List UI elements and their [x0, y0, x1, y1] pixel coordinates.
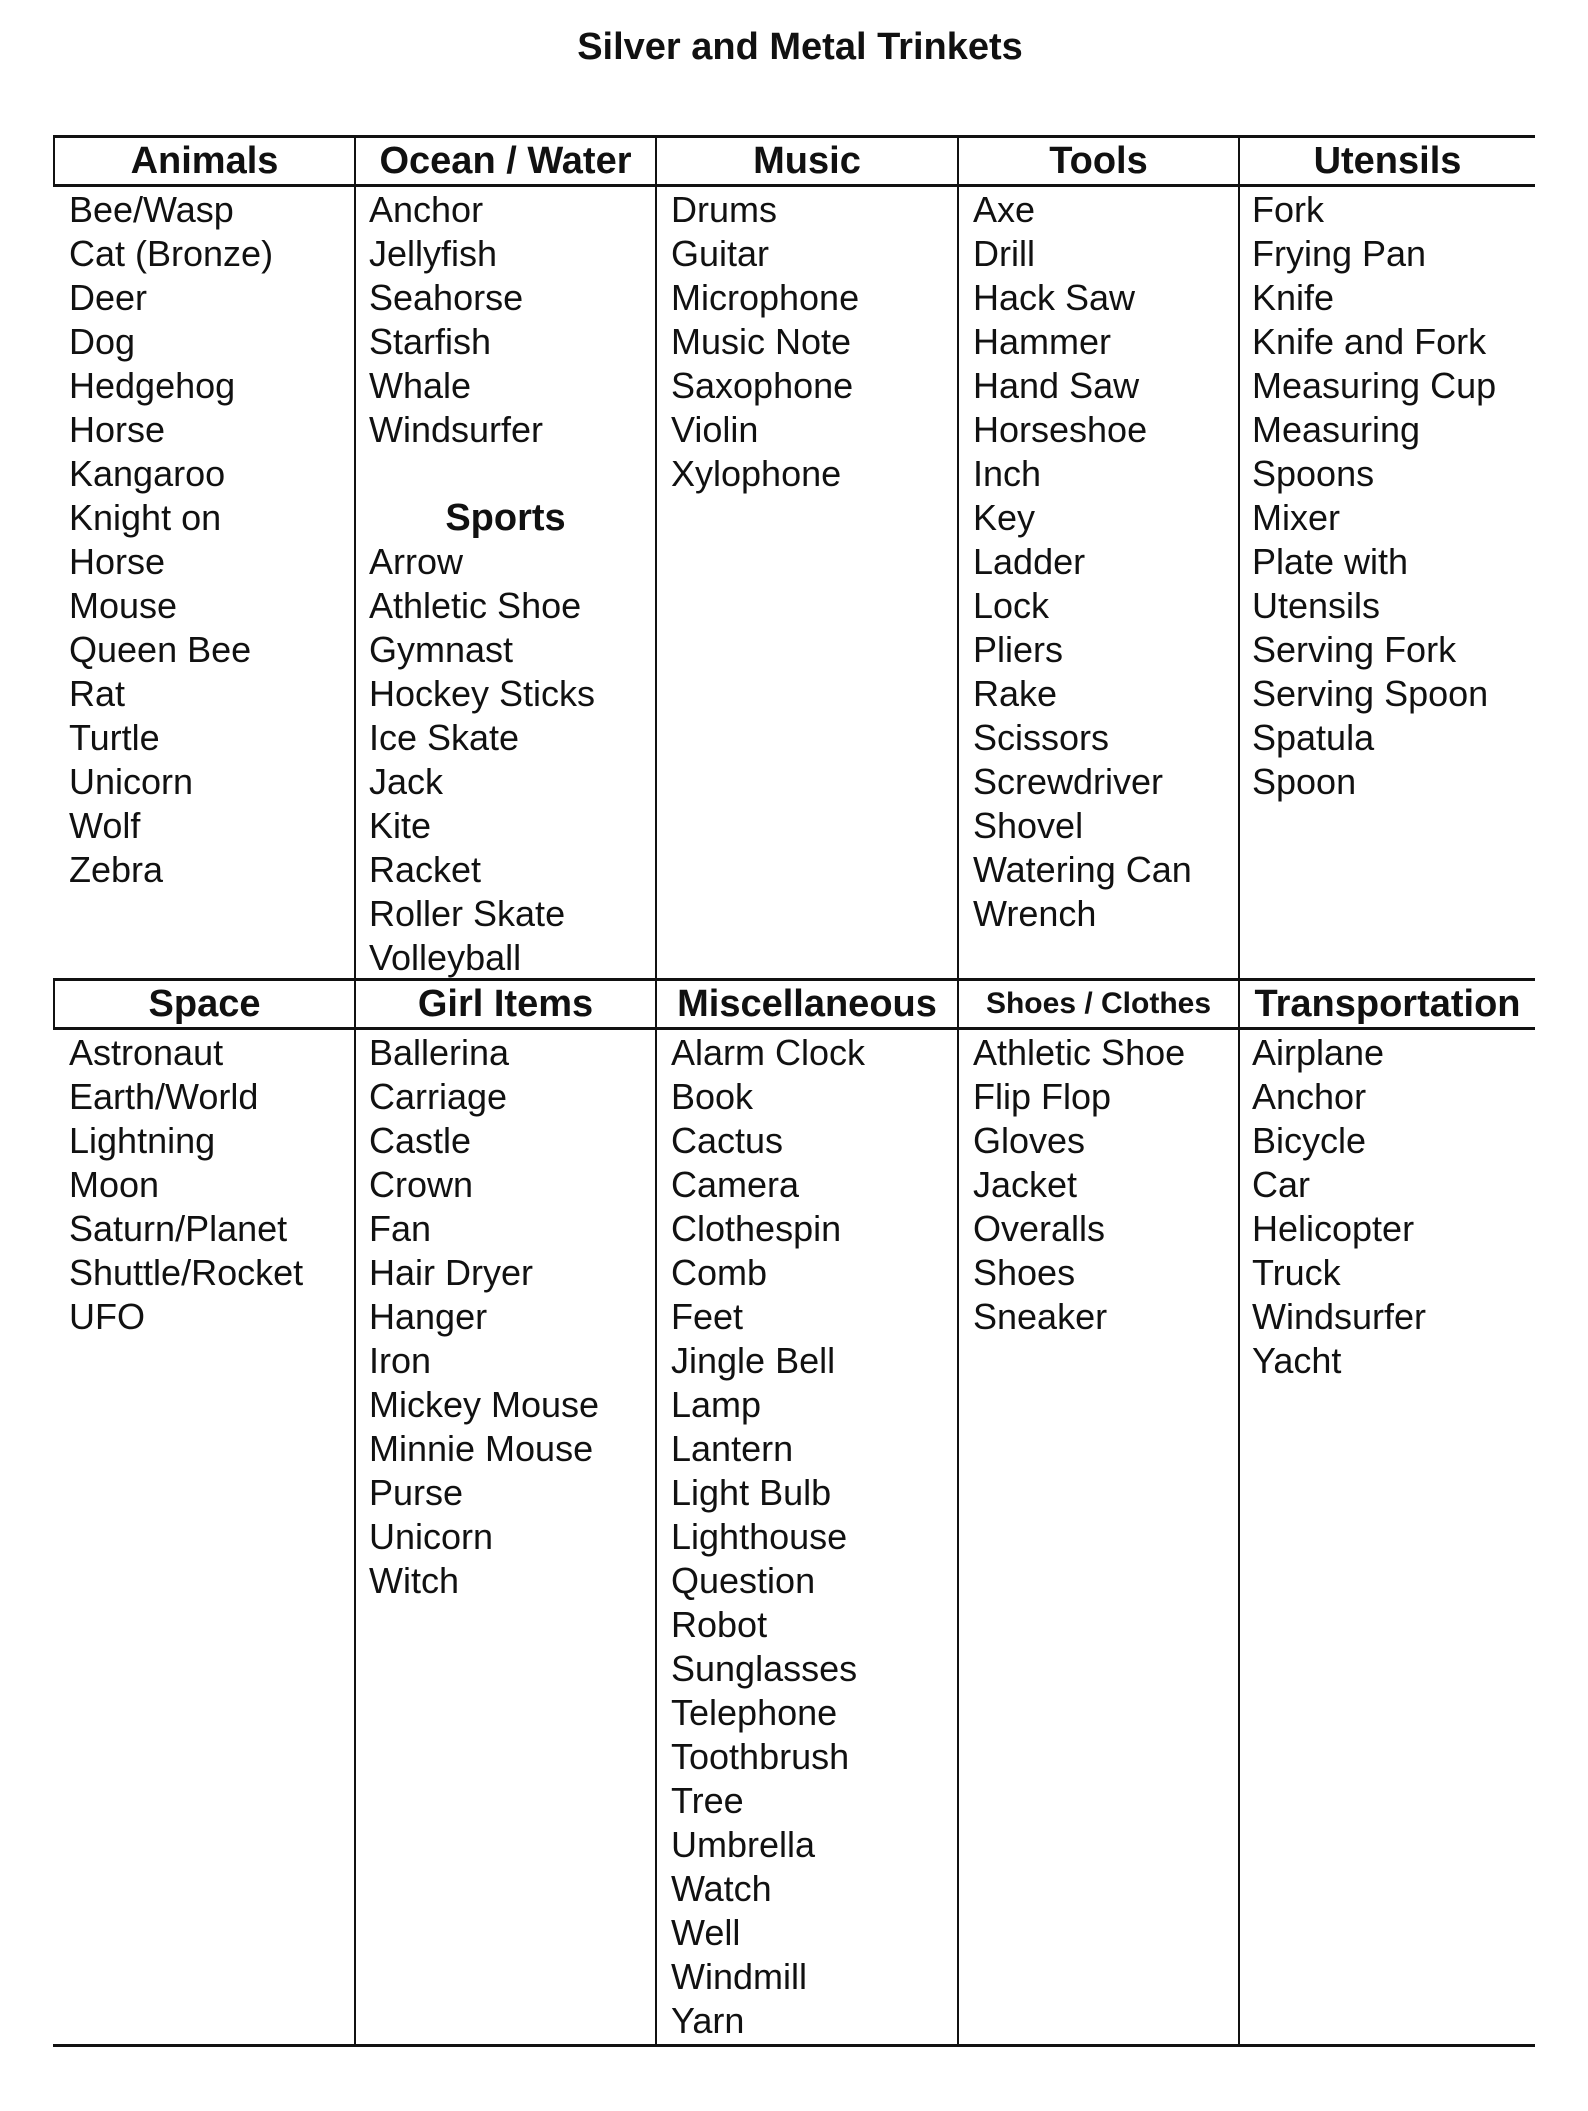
list-item: Plate with [1252, 541, 1409, 582]
list-item: Key [973, 497, 1036, 538]
list-item: Helicopter [1252, 1208, 1415, 1249]
list-item: Gymnast [369, 629, 514, 670]
list-item: Athletic Shoe [369, 585, 582, 626]
list-item: Jacket [973, 1164, 1078, 1205]
list-item: Wolf [69, 805, 141, 846]
column-utensils [1252, 188, 1496, 804]
list-item: Dog [69, 321, 136, 362]
list-item: Airplane [1252, 1032, 1385, 1073]
list-item: Unicorn [69, 761, 194, 802]
table-bottom-rule [53, 2044, 1535, 2047]
list-item: Hammer [973, 321, 1112, 362]
list-item: Screwdriver [973, 761, 1164, 802]
list-item: Hand Saw [973, 365, 1140, 406]
list-item: Lightning [69, 1120, 216, 1161]
list-item: Lock [973, 585, 1050, 626]
list-item: Lighthouse [671, 1516, 848, 1557]
list-item: Pliers [973, 629, 1064, 670]
subheader-sports: Sports [445, 497, 566, 539]
list-item: Mixer [1252, 497, 1340, 538]
header-bottom-rule [53, 184, 1535, 187]
column-tools [973, 188, 1192, 936]
list-item: Overalls [973, 1208, 1106, 1249]
column-divider-2 [655, 135, 657, 2046]
list-item: Windsurfer [369, 409, 544, 450]
list-item: Question [671, 1560, 816, 1601]
header-utensils: Utensils [1313, 139, 1462, 182]
list-item: Inch [973, 453, 1042, 494]
list-item: Comb [671, 1252, 768, 1293]
column-miscellaneous [671, 1031, 865, 2043]
list-item: Castle [369, 1120, 472, 1161]
list-item: Jack [369, 761, 444, 802]
list-item: Shoes [973, 1252, 1076, 1293]
list-item: Moon [69, 1164, 160, 1205]
list-item: Truck [1252, 1252, 1341, 1293]
header-miscellaneous: Miscellaneous [677, 982, 937, 1025]
list-item: Rake [973, 673, 1058, 714]
header-girl-items: Girl Items [417, 982, 594, 1025]
list-item: Queen Bee [69, 629, 252, 670]
list-item: Xylophone [671, 453, 842, 494]
column-transportation [1252, 1031, 1426, 1383]
list-item: Horse [69, 409, 166, 450]
list-item: Utensils [1252, 585, 1381, 626]
list-item: Roller Skate [369, 893, 566, 934]
list-item: Windsurfer [1252, 1296, 1427, 1337]
list-item: Mouse [69, 585, 178, 626]
list-item: Spoons [1252, 453, 1375, 494]
list-item: Bee/Wasp [69, 189, 234, 230]
list-item: Light Bulb [671, 1472, 832, 1513]
list-item: Horse [69, 541, 166, 582]
column-sports [369, 540, 595, 980]
list-item: Windmill [671, 1956, 808, 1997]
list-item: Spoon [1252, 761, 1357, 802]
list-item: Knight on [69, 497, 222, 538]
list-item: Rat [69, 673, 126, 714]
list-item: Earth/World [69, 1076, 259, 1117]
list-item: Feet [671, 1296, 744, 1337]
list-item: Well [671, 1912, 741, 1953]
list-item: Knife and Fork [1252, 321, 1487, 362]
list-item: Ballerina [369, 1032, 510, 1073]
list-item: Scissors [973, 717, 1110, 758]
header-space: Space [148, 982, 261, 1025]
list-item: Anchor [369, 189, 484, 230]
list-item: Saxophone [671, 365, 854, 406]
list-item: Gloves [973, 1120, 1086, 1161]
list-item: Shuttle/Rocket [69, 1252, 304, 1293]
list-item: Jingle Bell [671, 1340, 836, 1381]
list-item: Racket [369, 849, 482, 890]
list-item: Robot [671, 1604, 768, 1645]
list-item: UFO [69, 1296, 145, 1337]
list-item: Hack Saw [973, 277, 1136, 318]
list-item: Seahorse [369, 277, 524, 318]
list-item: Fan [369, 1208, 432, 1249]
list-item: Athletic Shoe [973, 1032, 1186, 1073]
page-title: Silver and Metal Trinkets [577, 26, 1023, 68]
list-item: Book [671, 1076, 754, 1117]
list-item: Witch [369, 1560, 459, 1601]
list-item: Jellyfish [369, 233, 498, 274]
list-item: Hair Dryer [369, 1252, 534, 1293]
list-item: Violin [671, 409, 759, 450]
list-item: Purse [369, 1472, 464, 1513]
column-girl-items [369, 1031, 599, 1603]
header-bottom-rule-2 [53, 1027, 1535, 1030]
list-item: Sunglasses [671, 1648, 858, 1689]
list-item: Hockey Sticks [369, 673, 596, 714]
list-item: Turtle [69, 717, 160, 758]
column-animals [69, 188, 273, 892]
list-item: Bicycle [1252, 1120, 1367, 1161]
list-item: Mickey Mouse [369, 1384, 600, 1425]
list-item: Ice Skate [369, 717, 520, 758]
list-item: Microphone [671, 277, 860, 318]
list-item: Carriage [369, 1076, 508, 1117]
list-item: Fork [1252, 189, 1324, 230]
list-item: Guitar [671, 233, 770, 274]
list-item: Zebra [69, 849, 164, 890]
column-shoes-clothes [973, 1031, 1185, 1339]
list-item: Astronaut [69, 1032, 224, 1073]
list-item: Car [1252, 1164, 1311, 1205]
header-music: Music [753, 139, 861, 182]
list-item: Measuring Cup [1252, 365, 1497, 406]
list-item: Deer [69, 277, 148, 318]
list-item: Drums [671, 189, 777, 230]
list-item: Telephone [671, 1692, 838, 1733]
list-item: Frying Pan [1252, 233, 1427, 274]
list-item: Lantern [671, 1428, 794, 1469]
header-shoes-clothes: Shoes / Clothes [985, 987, 1212, 1020]
list-item: Drill [973, 233, 1035, 274]
list-item: Saturn/Planet [69, 1208, 288, 1249]
header-ocean-water: Ocean / Water [379, 139, 632, 182]
list-item: Lamp [671, 1384, 762, 1425]
column-music [671, 188, 859, 496]
list-item: Starfish [369, 321, 492, 362]
list-item: Spatula [1252, 717, 1375, 758]
list-item: Watering Can [973, 849, 1192, 890]
column-space [69, 1031, 303, 1339]
list-item: Cactus [671, 1120, 784, 1161]
list-item: Knife [1252, 277, 1335, 318]
list-item: Horseshoe [973, 409, 1148, 450]
list-item: Serving Fork [1252, 629, 1457, 670]
header-transportation: Transportation [1254, 982, 1521, 1025]
list-item: Camera [671, 1164, 800, 1205]
list-item: Anchor [1252, 1076, 1367, 1117]
list-item: Kite [369, 805, 432, 846]
list-item: Umbrella [671, 1824, 816, 1865]
list-item: Wrench [973, 893, 1097, 934]
list-item: Tree [671, 1780, 744, 1821]
list-item: Axe [973, 189, 1036, 230]
list-item: Sneaker [973, 1296, 1108, 1337]
list-item: Shovel [973, 805, 1084, 846]
column-divider-1 [354, 135, 356, 2046]
header-tools: Tools [1049, 139, 1148, 182]
list-item: Alarm Clock [671, 1032, 866, 1073]
list-item: Flip Flop [973, 1076, 1112, 1117]
column-divider-3 [957, 135, 959, 2046]
column-ocean-water [369, 188, 543, 452]
column-divider-4 [1238, 135, 1240, 2046]
list-item: Hanger [369, 1296, 488, 1337]
list-item: Minnie Mouse [369, 1428, 594, 1469]
header-animals: Animals [130, 139, 279, 182]
list-item: Iron [369, 1340, 432, 1381]
list-item: Yacht [1252, 1340, 1342, 1381]
list-item: Yarn [671, 2000, 745, 2041]
list-item: Crown [369, 1164, 474, 1205]
list-item: Measuring [1252, 409, 1421, 450]
list-item: Clothespin [671, 1208, 842, 1249]
list-item: Ladder [973, 541, 1086, 582]
list-item: Music Note [671, 321, 852, 362]
list-item: Volleyball [369, 937, 522, 978]
list-item: Arrow [369, 541, 464, 582]
list-item: Kangaroo [69, 453, 226, 494]
list-item: Cat (Bronze) [69, 233, 274, 274]
list-item: Hedgehog [69, 365, 236, 406]
list-item: Whale [369, 365, 472, 406]
list-item: Serving Spoon [1252, 673, 1489, 714]
list-item: Toothbrush [671, 1736, 850, 1777]
list-item: Watch [671, 1868, 772, 1909]
list-item: Unicorn [369, 1516, 494, 1557]
